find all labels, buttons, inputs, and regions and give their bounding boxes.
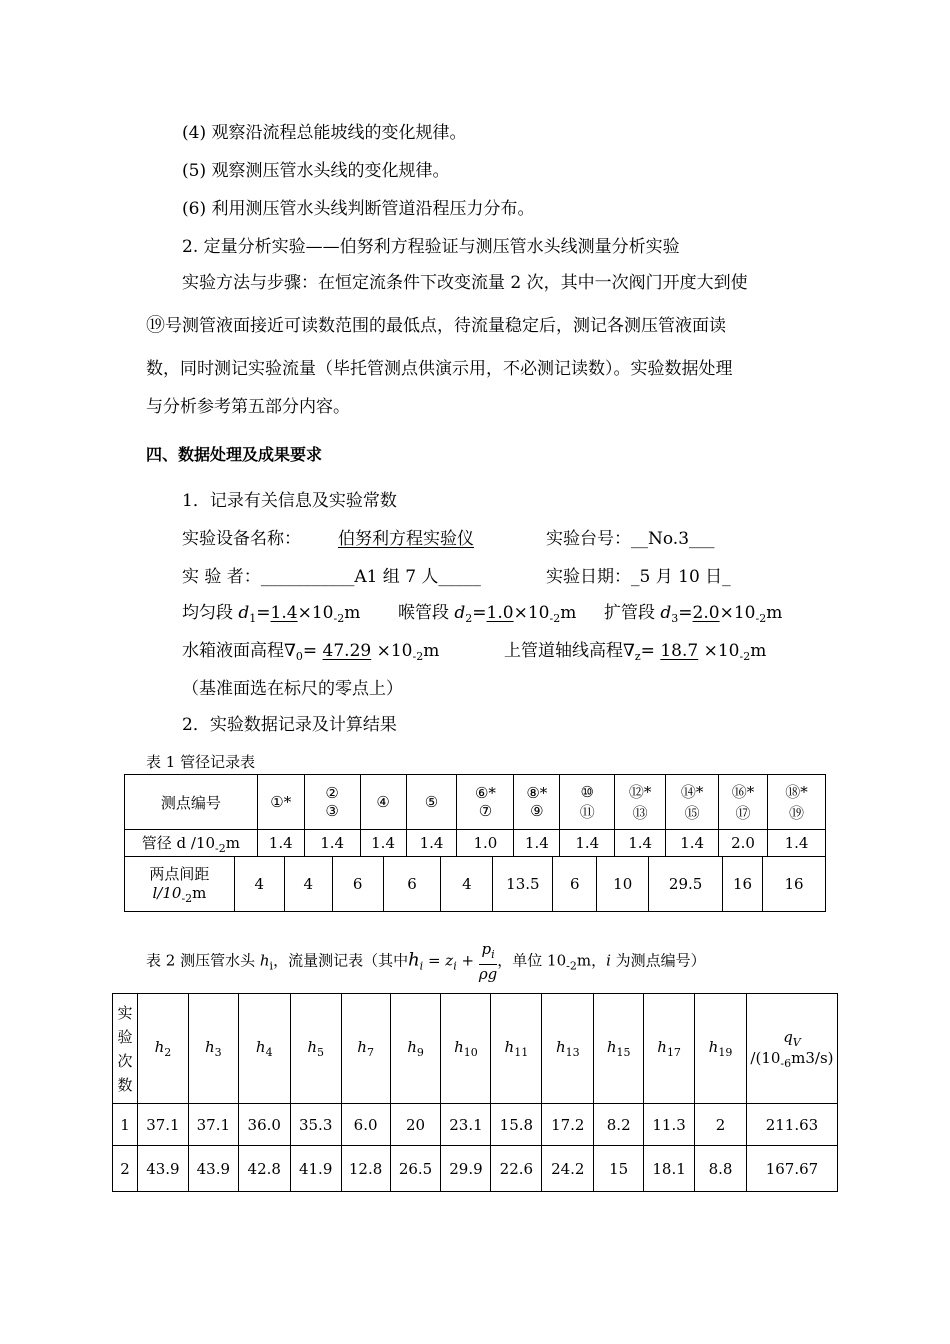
method-paragraph-line-2-text: 号测管液面接近可读数范围的最低点，待流量稳定后，测记各测压管液面读 [165,316,727,336]
d3-subscript: 3 [671,612,679,625]
d1-subscript: 1 [249,612,257,625]
header-h: $h_{17}$ [644,994,695,1104]
diameter-cell: 1.4 [767,830,825,857]
point-top: ⑥* [474,784,496,802]
d2-unit-m: m [560,603,577,623]
caption-eq-z: = z [423,951,454,970]
caption-i: i [269,959,274,973]
method-paragraph-line-1: 实验方法与步骤：在恒定流条件下改变流量 2 次，其中一次阀门开度大到使 [182,273,748,293]
point-top: ⑱* [785,783,808,801]
caption-post-exp: -2 [566,959,577,973]
header-h: $h_{19}$ [695,994,747,1104]
cell: 24.2 [542,1146,594,1192]
list-item-6: (6) 利用测压管水头线判断管道沿程压力分布。 [182,199,535,219]
row-label-point: 测点编号 [125,775,258,830]
cell: 37.1 [188,1104,238,1146]
distance-label-line-1: 两点间距 [149,865,210,883]
distance-cell: 13.5 [493,857,553,912]
cell: 8.2 [594,1104,644,1146]
subsection-1-title: 1．记录有关信息及实验常数 [182,491,397,511]
distance-cell: 29.5 [649,857,723,912]
diameter-label-unit: m [225,833,240,852]
diameter-cell: 1.4 [514,830,560,857]
d2-symbol: d [454,603,466,623]
diameter-cell: 1.4 [304,830,360,857]
distance-cell: 6 [553,857,597,912]
point-top: ⑫* [628,783,652,801]
tester-value: ___________A1 组 7 人_____ [260,567,481,587]
d1-line: 均匀段 $d_1=1.4\times 10_{-2}m$ [182,603,361,625]
header-trial-char: 实 [117,1003,133,1022]
table-1-distance-row [124,856,826,912]
cell: 35.3 [290,1104,341,1146]
cell: 43.9 [188,1146,238,1192]
cell: 37.1 [137,1104,188,1146]
d1-value: 1.4 [270,603,298,623]
header-h-sub: 7 [366,1046,374,1059]
table-1-row-distance [125,857,826,912]
d3-symbol: d [660,603,672,623]
method-paragraph-line-4: 与分析参考第五部分内容。 [146,397,350,417]
point-cell [406,775,457,830]
header-h-sub: 15 [616,1046,631,1059]
header-trial-char: 验 [117,1027,133,1046]
header-h-sub: 17 [666,1046,681,1059]
d2-unit-times: ×10 [513,603,550,623]
subsection-2-title: 2．实验数据记录及计算结果 [182,715,397,735]
d3-unit-exp: -2 [755,612,767,625]
distance-cell: 16 [763,857,826,912]
diameter-cell: 1.4 [257,830,304,857]
point-19-mark: ⑲ [146,314,166,336]
tank-elevation-line: 水箱液面高程$\nabla_0= 47.29 \times 10_{-2}m$ [182,641,440,663]
cell: 43.9 [137,1146,188,1192]
d3-unit-m: m [766,603,783,623]
cell: 12.8 [341,1146,390,1192]
cell: 42.8 [238,1146,290,1192]
cell: 17.2 [542,1104,594,1146]
cell: 167.67 [746,1146,837,1192]
d3-unit-times: ×10 [719,603,756,623]
bench-label: 实验台号： [546,529,631,549]
table-row [113,1146,838,1192]
header-flow [746,994,837,1104]
cell: 2 [695,1104,747,1146]
tank-unit-exp: -2 [412,650,424,663]
cell: 2 [113,1146,138,1192]
point-cell [560,775,615,830]
header-h: $h_5$ [290,994,341,1104]
point-cell [514,775,560,830]
point-top: ⑩ [580,782,594,801]
cell: 11.3 [644,1104,695,1146]
header-h-sub: 4 [265,1046,273,1059]
pipe-unit-times: ×10 [703,641,740,661]
header-h: $h_9$ [390,994,441,1104]
header-trial-char: 数 [117,1075,133,1094]
header-h-sub: 2 [164,1046,172,1059]
diameter-label-exp: -2 [215,841,226,855]
equipment-value: 伯努利方程实验仪 [338,529,474,549]
cell: 29.9 [441,1146,491,1192]
cell: 41.9 [290,1146,341,1192]
table-1-caption: 表 1 管径记录表 [146,753,256,771]
d1-unit-m: m [344,603,361,623]
header-h-sub: 19 [718,1046,733,1059]
date-line [546,566,731,588]
point-top: ② [325,784,339,802]
tank-label: 水箱液面高程∇ [182,641,296,661]
row-label-diameter [125,830,258,857]
d2-line: 喉管段 $d_2=1.0\times 10_{-2}m$ [398,603,577,625]
header-h-sub: 10 [463,1046,478,1059]
header-h: $h_{15}$ [594,994,644,1104]
distance-cell: 16 [723,857,763,912]
cell: 20 [390,1104,441,1146]
fraction-numerator [479,940,497,965]
header-h: $h_{11}$ [491,994,542,1104]
header-h: $h_{10}$ [441,994,491,1104]
table-1-row-points [125,775,826,830]
cell: 23.1 [441,1104,491,1146]
point-top: ⑯* [731,783,755,801]
header-h-sub: 13 [565,1046,580,1059]
numerator-p: p [481,940,492,958]
tank-unit-times: ×10 [376,641,413,661]
cell: 22.6 [491,1146,542,1192]
table-2 [112,993,838,1192]
list-item-5: (5) 观察测压管水头线的变化规律。 [182,161,450,181]
distance-label-unit: m [192,884,207,902]
header-h-sub: 3 [214,1046,222,1059]
diameter-cell: 1.4 [666,830,719,857]
point-top: ⑧* [526,784,548,802]
cell: 15 [594,1146,644,1192]
point-bottom: ③ [325,802,339,820]
header-h: $h_{13}$ [542,994,594,1104]
cell: 15.8 [491,1104,542,1146]
tank-value: 47.29 [322,641,372,661]
tester-line [182,566,481,588]
point-bottom: ⑮ [684,804,700,822]
caption-post2: m， [576,951,607,970]
equipment-label: 实验设备名称： [182,529,301,549]
header-trial [113,994,138,1104]
numerator-i: i [491,948,495,961]
distance-cell: 10 [597,857,649,912]
tank-subscript: 0 [295,650,303,663]
header-q-sub: V [792,1035,801,1049]
caption-eq-i: i [419,959,424,973]
diameter-cell: 1.4 [360,830,406,857]
point-cell [767,775,825,830]
point-bottom: ⑨ [530,802,544,820]
fraction-denominator: ρg [478,965,498,983]
d2-label: 喉管段 [398,603,455,623]
list-item-4: (4) 观察沿流程总能坡线的变化规律。 [182,123,467,143]
cell: 6.0 [341,1104,390,1146]
datum-note: （基准面选在标尺的零点上） [182,679,403,699]
distance-cell: 4 [441,857,493,912]
point-cell [615,775,666,830]
point-top: ⑭* [680,783,704,801]
header-h-sub: 9 [416,1046,424,1059]
point-cell [360,775,406,830]
point-top: ①* [270,793,292,811]
point-bottom: ⑰ [735,804,751,822]
point-bottom: ⑪ [579,802,595,821]
d3-value: 2.0 [692,603,720,623]
point-bottom: ⑲ [788,804,804,822]
caption-eq-h: h [408,949,420,971]
distance-cell: 6 [383,857,441,912]
header-q-unit-post: m3/s) [791,1048,834,1067]
d1-unit-exp: -2 [333,612,345,625]
tank-unit-m: m [423,641,440,661]
caption-i2: i [606,951,611,970]
diameter-cell: 1.4 [406,830,457,857]
point-bottom: ⑦ [478,802,493,820]
header-h: $h_2$ [137,994,188,1104]
header-h: $h_7$ [341,994,390,1104]
cell: 18.1 [644,1146,695,1192]
d1-unit-times: ×10 [297,603,334,623]
d1-symbol: d [238,603,250,623]
table-1-row-diameter [125,830,826,857]
diameter-cell: 1.4 [560,830,615,857]
point-top: ⑤ [424,793,439,811]
d3-label: 扩管段 [604,603,661,623]
distance-label-exp: -2 [181,892,193,905]
point-cell [719,775,768,830]
method-paragraph-line-3: 数，同时测记实验流量（毕托管测点供演示用，不必测记读数）。实验数据处理 [146,359,733,379]
pipe-unit-m: m [750,641,767,661]
pipe-axis-elevation-line: 上管道轴线高程$\nabla_z= 18.7 \times 10_{-2}m$ [504,641,767,663]
pipe-value: 18.7 [660,641,699,661]
distance-cell: 4 [284,857,332,912]
table-row [113,1104,838,1146]
diameter-cell: 1.4 [615,830,666,857]
header-q-unit-exp: -6 [780,1056,792,1070]
caption-fraction [479,940,497,983]
bench-line [546,528,715,550]
point-cell [457,775,514,830]
bench-value: __No.3___ [631,529,715,549]
date-value: _5 月 10 日_ [631,567,731,587]
distance-cell: 4 [234,857,284,912]
diameter-label-text: 管径 d /10 [141,833,216,852]
tester-label: 实 验 者： [182,567,261,587]
header-h-sub: 5 [317,1046,325,1059]
d2-value: 1.0 [486,603,514,623]
row-label-distance [125,857,235,912]
caption-mid: ，流量测记表（其中 [273,951,409,970]
date-label: 实验日期： [546,567,631,587]
header-h: $h_4$ [238,994,290,1104]
caption-post3: 为测点编号） [610,951,706,970]
cell: 26.5 [390,1146,441,1192]
distance-cell: 6 [332,857,383,912]
caption-plus: + [456,951,479,970]
caption-post: ，单位 10 [497,951,567,970]
pipe-subscript: z [634,650,641,663]
method-paragraph-line-2 [146,314,726,337]
point-cell [304,775,360,830]
caption-eq-zi: i [453,959,457,973]
header-h-sub: 11 [514,1046,529,1059]
pipe-label: 上管道轴线高程∇ [504,641,635,661]
point-cell [257,775,304,830]
header-q-symbol: q [783,1027,793,1046]
cell: 8.8 [695,1146,747,1192]
header-h: $h_3$ [188,994,238,1104]
d3-line: 扩管段 $d_3=2.0\times 10_{-2}m$ [604,603,783,625]
cell: 211.63 [746,1104,837,1146]
caption-h: h [259,951,270,970]
cell: 36.0 [238,1104,290,1146]
section-4-heading: 四、数据处理及成果要求 [146,445,323,464]
diameter-cell: 2.0 [719,830,768,857]
cell: 1 [113,1104,138,1146]
caption-pre: 表 2 测压管水头 [146,951,260,970]
pipe-unit-exp: -2 [739,650,751,663]
d2-unit-exp: -2 [549,612,561,625]
d2-subscript: 2 [465,612,473,625]
point-bottom: ⑬ [632,804,648,822]
header-trial-char: 次 [117,1051,133,1070]
point-cell [666,775,719,830]
header-q-unit-pre: /(10 [750,1048,781,1067]
equipment-line [182,528,511,550]
diameter-cell: 1.0 [457,830,514,857]
table-1 [124,774,826,857]
d1-label: 均匀段 [182,603,239,623]
table-2-header-row [113,994,838,1104]
distance-label-line-2: l/10 [152,884,182,902]
section-2-title: 2. 定量分析实验——伯努利方程验证与测压管水头线测量分析实验 [182,237,680,257]
table-2-caption [146,940,706,987]
point-top: ④ [376,793,390,811]
